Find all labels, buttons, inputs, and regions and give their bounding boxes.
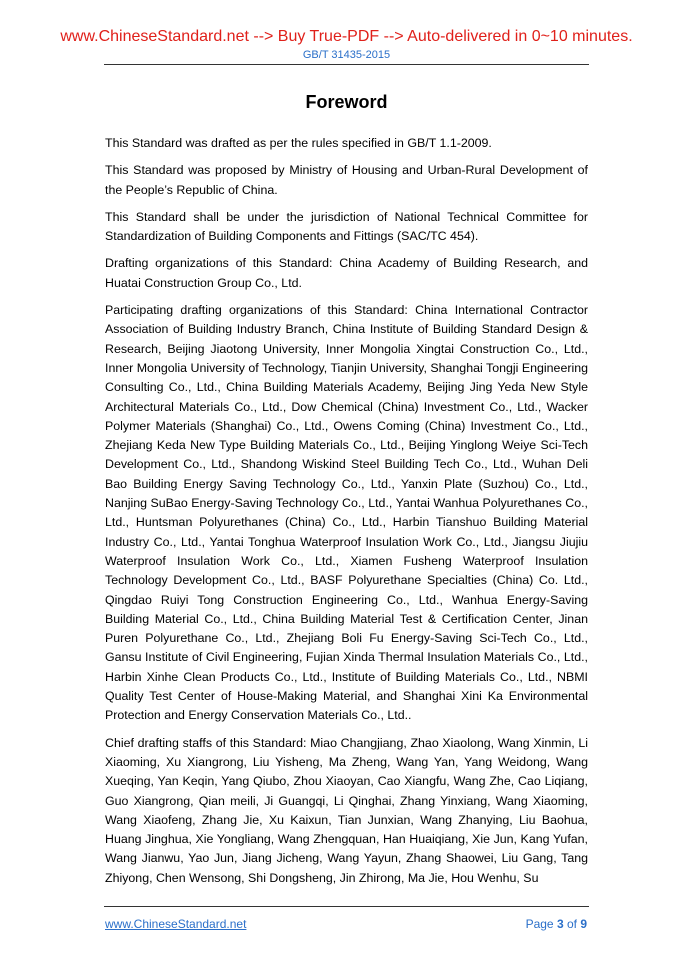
page-number [526,917,587,931]
paragraph-proposed-by: This Standard was proposed by Ministry of Housing and Urban-Rural Development of the People’s Republic of China. [105,163,588,197]
header-banner: www.ChineseStandard.net --> Buy True-PDF --> Auto-delivered in 0~10 minutes. [60,28,633,45]
paragraph-drafting-organizations: Drafting organizations of this Standard: China Academy of Building Research, and Huatai Construction Group Co., Ltd. [105,256,588,290]
footer-website-link[interactable]: www.ChineseStandard.net [105,917,247,931]
page-total: 9 [580,917,587,931]
paragraph-participating-organizations: Participating drafting organizations of this Standard: China International Contractor Association of Building Industry Branch, China Institute of Building Standard Design & Research, Beijing Jiaotong University, Inner Mongolia Xingtai Construction Co., Ltd., Inner Mongolia University of Technology, Tianjin University, Shanghai Tongji Engineering Consulting Co., Ltd., China Building Materials Academy, Beijing Jing Yeda New Style Architectural Materials Co., Ltd., Dow Chemical (China) Investment Co., Ltd., Wacker Polymer Materials (Shanghai) Co., Ltd., Owens Coming (China) Investment Co., Ltd., Zhejiang Keda New Type Building Materials Co., Ltd., Beijing Yinglong Weiye Sci-Tech Development Co., Ltd., Shandong Wiskind Steel Building Tech Co., Ltd., Wuhan Deli Bao Building Energy Saving Technology Co., Ltd., Yanxin Plate (Suzhou) Co., Ltd., Nanjing SuBao Energy-Saving Technology Co., Ltd., Yantai Wanhua Polyurethanes Co., Ltd., Huntsman Polyurethanes (China) Co., Ltd., Harbin Tianshuo Building Material Industry Co., Ltd., Yantai Tonghua Waterproof Insulation Work Co., Ltd., Jiangsu Jiujiu Waterproof Insulation Work Co., Ltd., Xiamen Fusheng Waterproof Insulation Technology Development Co., Ltd., BASF Polyurethane Specialties (China) Co. Ltd., Qingdao Ruiyi Tong Construction Engineering Co., Ltd., Wanhua Energy-Saving Building Material Co., Ltd., China Building Material Test & Certification Center, Jinan Puren Polyurethane Co., Ltd., Zhejiang Boli Fu Energy-Saving Sci-Tech Co., Ltd., Gansu Institute of Civil Engineering, Fujian Xinda Thermal Insulation Materials Co., Ltd., Harbin Xinhe Clean Products Co., Ltd., Institute of Building Materials Co., Ltd., NBMI Quality Test Center of House-Making Material, and Shanghai Xini Ka Environmental Protection and Energy Conservation Materials Co., Ltd.. [105,303,588,723]
paragraph-chief-drafting-staff: Chief drafting staffs of this Standard: Miao Changjiang, Zhao Xiaolong, Wang Xinmin, Li Xiaoming, Xu Xiangrong, Liu Yisheng, Ma Zheng, Wang Yan, Yang Weidong, Wang Xueqing, Yan Keqin, Yang Qiubo, Zhou Xiaoyan, Cao Xiangfu, Wang Zhe, Cao Liqiang, Guo Xiangrong, Qian meili, Ji Guangqi, Li Qinghai, Zhang Yinxiang, Wang Xiaoming, Wang Xiaofeng, Zhang Jie, Xu Kaixun, Tian Junxian, Wang Zhanying, Liu Baohua, Huang Jinghua, Xie Yongliang, Wang Zhengquan, Han Huaiqiang, Xie Jun, Kang Yufan, Wang Jianwu, Yao Jun, Jiang Jicheng, Wang Yayun, Zhang Shaowei, Liu Gang, Tang Zhiyong, Chen Wensong, Shi Dongsheng, Jin Zhirong, Ma Jie, Hou Wenhu, Su [105,735,588,885]
page-current: 3 [556,917,564,931]
foreword-body [105,134,588,896]
page-prefix: Page [525,917,557,931]
paragraph-drafting-rules: This Standard was drafted as per the rules specified in GB/T 1.1-2009. [105,136,492,150]
paragraph-jurisdiction: This Standard shall be under the jurisdiction of National Technical Committee for Standardization of Building Components and Fittings (SAC/TC 454). [105,209,588,244]
header-divider [104,64,589,65]
page-separator: of [563,917,581,931]
footer-divider [104,906,589,907]
page-title: Foreword [305,92,388,112]
standard-id: GB/T 31435-2015 [302,49,391,61]
